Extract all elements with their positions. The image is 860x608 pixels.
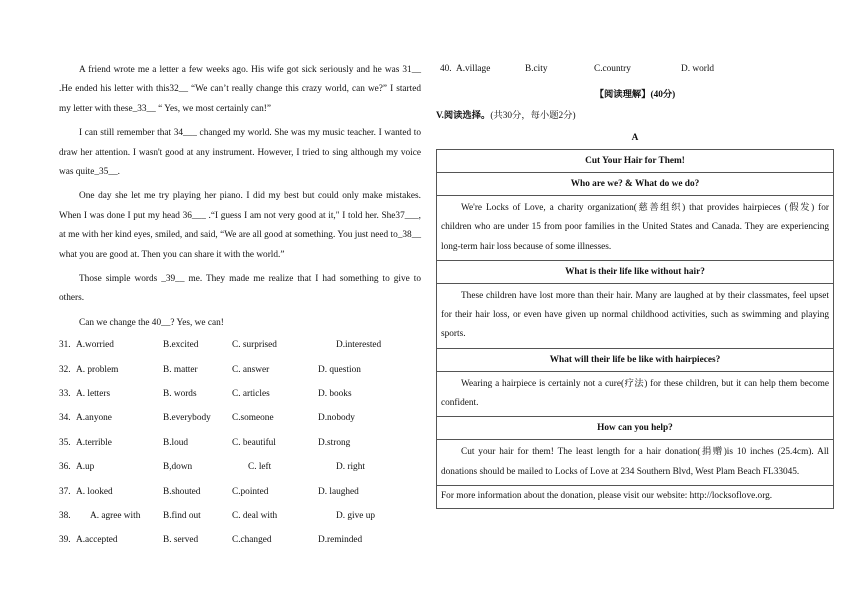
option-b: B.find out — [163, 511, 201, 522]
option-c: C.country — [594, 64, 631, 74]
box-heading: What is their life like without hair? — [437, 260, 834, 283]
box-title: Cut Your Hair for Them! — [437, 150, 834, 173]
cloze-paragraph-1: A friend wrote me a letter a few weeks ago. His wife got sick seriously and he was 31__ .He ended his letter with this32__ “We can’t really change this crazy world, can we?” I started my letter with these_33__ “ Yes, we most certainly can!” — [59, 65, 421, 114]
subsection-note: (共30分，每小题2分) — [490, 111, 576, 121]
option-b: B. matter — [163, 364, 198, 375]
box-text — [437, 440, 834, 486]
option-d: D. right — [336, 462, 365, 473]
option-row — [59, 533, 421, 557]
option-d: D.reminded — [318, 535, 363, 546]
box-heading: What will their life be like with hairpieces? — [437, 348, 834, 371]
box-paragraph: Wearing a hairpiece is certainly not a cure(疗法) for these children, but it can help them become confident. — [441, 378, 829, 409]
section-title: 【阅读理解】(40分) — [594, 90, 676, 100]
option-c: C. beautiful — [232, 437, 276, 448]
option-d: D.nobody — [318, 413, 355, 424]
option-row — [59, 363, 421, 387]
question-number: 32. — [59, 364, 71, 375]
box-footer: For more information about the donation, please visit our website: http://locksoflove.org. — [437, 485, 834, 508]
option-b: B.shouted — [163, 486, 201, 497]
subsection-title — [436, 105, 834, 127]
option-d: D. question — [318, 364, 361, 375]
option-c: C. deal with — [232, 511, 278, 522]
option-a: A.worried — [76, 340, 114, 351]
option-d: D. books — [318, 389, 352, 400]
box-heading: How can you help? — [437, 417, 834, 440]
cloze-paragraph-4: Those simple words _39__ me. They made me realize that I had something to give to others. — [59, 274, 421, 304]
right-column — [436, 61, 834, 509]
cloze-paragraph-5: Can we change the 40__? Yes, we can! — [79, 317, 224, 328]
option-b: B.loud — [163, 437, 189, 448]
cloze-paragraph-3: One day she let me try playing her piano. I did my best but could only make mistakes. When I was done I put my head 36___ .“I guess I am not very good at it," I told her. She37___, at me with her kind eyes, smiled, and said, “We are all good at something. You just need to_38__ what you are good at. Then you can share it with the world.” — [59, 191, 421, 260]
option-c: C. articles — [232, 389, 270, 400]
option-row — [59, 387, 421, 411]
box-paragraph: We're Locks of Love, a charity organization(慈善组织) that provides hairpieces (假发) for children who are under 15 from poor families in the United States and Canada. They are experiencing long-term hair loss because of some illnesses. — [441, 203, 829, 252]
info-box — [436, 149, 834, 509]
option-d: D.interested — [336, 340, 382, 351]
option-row — [59, 436, 421, 460]
option-c: C. left — [248, 462, 272, 473]
question-number: 35. — [59, 437, 71, 448]
box-text — [437, 196, 834, 261]
box-heading: Who are we? & What do we do? — [437, 173, 834, 196]
question-number: 36. — [59, 462, 71, 473]
option-a: A. agree with — [90, 511, 141, 522]
option-c: C.pointed — [232, 486, 269, 497]
question-number: 39. — [59, 535, 71, 546]
option-a: A.anyone — [76, 413, 112, 424]
option-d: D. give up — [336, 511, 375, 522]
option-c: C.changed — [232, 535, 272, 546]
box-paragraph: Cut your hair for them! The least length for a hair donation(捐赠)is 10 inches (25.4cm). All donations should be mailed to Locks of Love at 234 Southern Blvd, West Plam Beach FL33045. — [441, 447, 829, 477]
option-a: A.terrible — [76, 437, 112, 448]
option-c: C. answer — [232, 364, 270, 375]
option-row — [59, 509, 421, 533]
cloze-options — [59, 338, 421, 558]
option-row — [436, 61, 834, 81]
question-number: 33. — [59, 389, 71, 400]
option-d: D.strong — [318, 437, 351, 448]
question-number: 38. — [59, 511, 71, 522]
option-a: A.up — [76, 462, 95, 473]
question-number: 34. — [59, 413, 71, 424]
option-a: A. problem — [76, 364, 119, 375]
question-number: 37. — [59, 486, 71, 497]
subsection-label: V.阅读选择。 — [436, 111, 491, 121]
option-d: D. world — [681, 64, 715, 74]
option-b: B. words — [163, 389, 197, 400]
option-c: C.someone — [232, 413, 274, 424]
box-text — [437, 371, 834, 417]
option-b: B.excited — [163, 340, 199, 351]
option-row — [59, 411, 421, 435]
option-b: B,down — [163, 462, 193, 473]
option-row — [59, 338, 421, 362]
option-b: B.everybody — [163, 413, 211, 424]
question-number: 40. — [440, 64, 452, 74]
option-a: A.accepted — [76, 535, 118, 546]
passage-letter: A — [631, 133, 639, 143]
option-row — [59, 485, 421, 509]
option-b: B. served — [163, 535, 199, 546]
option-c: C. surprised — [232, 340, 277, 351]
option-d: D. laughed — [318, 486, 359, 497]
option-b: B.city — [525, 64, 548, 74]
option-a: A. letters — [76, 389, 111, 400]
option-a: A.village — [456, 64, 491, 74]
box-paragraph: These children have lost more than their hair. Many are laughed at by their classmates, feel upset for their hair loss, or even have given up normal childhood activities, such as swimming and playing sports. — [441, 290, 829, 340]
box-text — [437, 283, 834, 348]
option-a: A. looked — [76, 486, 113, 497]
cloze-passage — [59, 61, 421, 558]
cloze-paragraph-2: I can still remember that 34___ changed my world. She was my music teacher. I wanted to draw her attention. I wasn't good at any instrument. However, I tried to sing although my voice was quite_35__. — [59, 128, 421, 178]
option-row — [59, 460, 421, 484]
question-number: 31. — [59, 340, 71, 351]
